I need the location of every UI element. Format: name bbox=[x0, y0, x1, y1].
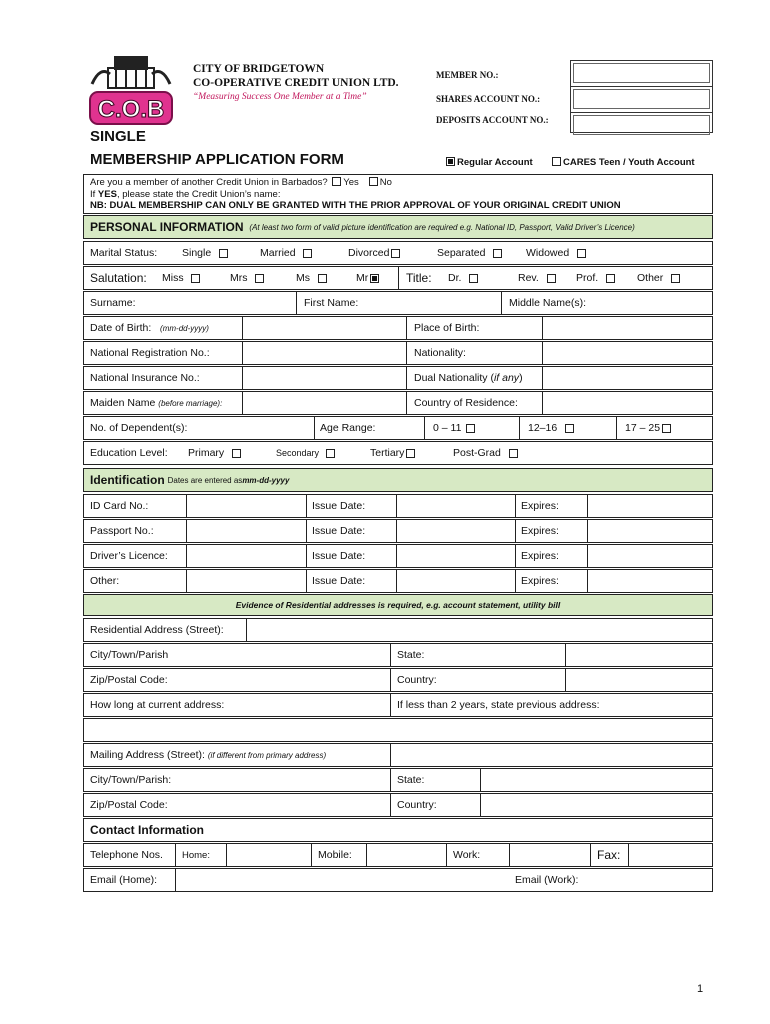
other-title-checkbox[interactable] bbox=[671, 274, 680, 283]
education-label: Education Level: bbox=[90, 447, 168, 459]
state-label: State: bbox=[397, 649, 425, 661]
mrs-label: Mrs bbox=[230, 272, 248, 284]
age-17-25-label: 17 – 25 bbox=[625, 422, 661, 434]
age-17-25-checkbox[interactable] bbox=[662, 424, 671, 433]
postgrad-checkbox[interactable] bbox=[509, 449, 518, 458]
form-title-line2: MEMBERSHIP APPLICATION FORM bbox=[90, 151, 344, 168]
marital-separated-option[interactable] bbox=[431, 242, 504, 264]
age-0-11-option[interactable] bbox=[427, 417, 477, 439]
age-range-label: Age Range: bbox=[320, 422, 376, 434]
org-name-line2: CO-OPERATIVE CREDIT UNION LTD. bbox=[193, 77, 399, 89]
secondary-checkbox[interactable] bbox=[326, 449, 335, 458]
drivers-licence-row bbox=[83, 544, 713, 568]
salutation-mr-option[interactable] bbox=[350, 267, 381, 289]
tagline: “Measuring Success One Member at a Time” bbox=[193, 92, 367, 102]
dob-format-hint: (mm-dd-yyyy) bbox=[160, 323, 209, 333]
form-title-line1: SINGLE bbox=[90, 128, 146, 145]
cares-account-checkbox[interactable] bbox=[552, 157, 561, 166]
mailing-zip-row bbox=[83, 793, 713, 817]
account-numbers-box bbox=[570, 60, 713, 133]
single-label: Single bbox=[182, 247, 212, 259]
passport-row bbox=[83, 519, 713, 543]
first-name-label: First Name: bbox=[304, 297, 359, 309]
ms-checkbox[interactable] bbox=[318, 274, 327, 283]
salutation-row bbox=[83, 266, 713, 290]
zip-row bbox=[83, 668, 713, 692]
age-12-16-label: 12–16 bbox=[528, 422, 558, 434]
work-phone-label: Work: bbox=[453, 849, 481, 861]
passport-label: Passport No.: bbox=[90, 525, 154, 537]
page-number: 1 bbox=[697, 983, 704, 995]
place-of-birth-label: Place of Birth: bbox=[414, 322, 480, 334]
other-id-expires-label: Expires: bbox=[521, 575, 559, 587]
widowed-checkbox[interactable] bbox=[577, 249, 586, 258]
deposits-account-label: DEPOSITS ACCOUNT NO.: bbox=[436, 115, 549, 125]
drivers-licence-label: Driver’s Licence: bbox=[90, 550, 168, 562]
personal-info-note: (At least two form of valid picture identification are required e.g. National ID, Passport, Valid Driver’s Licence) bbox=[249, 222, 635, 232]
age-12-16-option[interactable] bbox=[522, 417, 576, 439]
drivers-issue-date-label: Issue Date: bbox=[312, 550, 366, 562]
dr-label: Dr. bbox=[448, 272, 462, 284]
widowed-label: Widowed bbox=[526, 247, 570, 259]
email-row bbox=[83, 868, 713, 892]
salutation-label: Salutation: bbox=[90, 271, 147, 285]
cu-name-prompt: , please state the Credit Union’s name: bbox=[116, 188, 281, 200]
tertiary-checkbox[interactable] bbox=[406, 449, 415, 458]
title-other-option[interactable] bbox=[631, 267, 682, 289]
country-label: Country: bbox=[397, 674, 437, 686]
previous-address-label: If less than 2 years, state previous address: bbox=[397, 699, 600, 711]
contact-heading: Contact Information bbox=[90, 823, 204, 837]
mailing-city-row bbox=[83, 768, 713, 792]
mailing-zip-label: Zip/Postal Code: bbox=[90, 799, 168, 811]
org-name-line1: CITY OF BRIDGETOWN bbox=[193, 63, 325, 75]
national-reg-field[interactable] bbox=[243, 342, 406, 364]
yes-label: Yes bbox=[343, 177, 359, 188]
rev-label: Rev. bbox=[518, 272, 539, 284]
maiden-name-row bbox=[83, 391, 713, 415]
separated-label: Separated bbox=[437, 247, 486, 259]
regular-account-checkbox[interactable] bbox=[446, 157, 455, 166]
evidence-note-bar bbox=[83, 594, 713, 616]
shares-account-field[interactable] bbox=[573, 89, 710, 109]
secondary-label: Secondary bbox=[276, 448, 320, 458]
deposits-account-field[interactable] bbox=[573, 115, 710, 135]
other-credit-union-question bbox=[83, 174, 713, 214]
salutation-miss-option[interactable] bbox=[156, 267, 202, 289]
member-no-field[interactable] bbox=[573, 63, 710, 83]
if-yes-prefix: If bbox=[90, 188, 98, 200]
other-id-label: Other: bbox=[90, 575, 120, 587]
passport-issue-date-label: Issue Date: bbox=[312, 525, 366, 537]
how-long-label: How long at current address: bbox=[90, 699, 225, 711]
primary-checkbox[interactable] bbox=[232, 449, 241, 458]
mobile-phone-label: Mobile: bbox=[318, 849, 352, 861]
single-checkbox[interactable] bbox=[219, 249, 228, 258]
national-reg-row bbox=[83, 341, 713, 365]
mailing-address-label: Mailing Address (Street): bbox=[90, 749, 205, 761]
maiden-name-field[interactable] bbox=[243, 392, 406, 414]
how-long-row bbox=[83, 693, 713, 717]
dual-membership-note: NB: DUAL MEMBERSHIP CAN ONLY BE GRANTED WITH THE PRIOR APPROVAL OF YOUR ORIGINAL CREDIT UNION bbox=[90, 200, 621, 211]
divorced-checkbox[interactable] bbox=[391, 249, 400, 258]
shares-account-label: SHARES ACCOUNT NO.: bbox=[436, 94, 541, 104]
member-no-label: MEMBER NO.: bbox=[436, 70, 499, 80]
mr-checkbox[interactable] bbox=[370, 274, 379, 283]
miss-checkbox[interactable] bbox=[191, 274, 200, 283]
marital-married-option[interactable] bbox=[254, 242, 314, 264]
age-12-16-checkbox[interactable] bbox=[565, 424, 574, 433]
primary-label: Primary bbox=[188, 447, 225, 459]
ms-label: Ms bbox=[296, 272, 310, 284]
other-id-row bbox=[83, 569, 713, 593]
divorced-label: Divorced bbox=[348, 247, 390, 259]
yes-emphasis: YES bbox=[97, 188, 117, 200]
title-dr-option[interactable] bbox=[442, 267, 480, 289]
cares-account-option[interactable] bbox=[550, 157, 695, 168]
no-label: No bbox=[379, 177, 392, 188]
other-cu-yes-checkbox[interactable] bbox=[332, 177, 341, 186]
title-prof-option[interactable] bbox=[570, 267, 617, 289]
mr-label: Mr bbox=[356, 272, 369, 284]
zip-label: Zip/Postal Code: bbox=[90, 674, 168, 686]
identification-heading: Identification bbox=[90, 473, 165, 487]
email-work-label: Email (Work): bbox=[515, 874, 579, 886]
dr-checkbox[interactable] bbox=[469, 274, 478, 283]
nationality-label: Nationality: bbox=[414, 347, 466, 359]
telephone-label: Telephone Nos. bbox=[90, 849, 163, 861]
national-ins-field[interactable] bbox=[243, 367, 406, 389]
id-card-expires-label: Expires: bbox=[521, 500, 559, 512]
fax-label: Fax: bbox=[597, 848, 621, 862]
miss-label: Miss bbox=[162, 272, 184, 284]
marital-status-row bbox=[83, 241, 713, 265]
salutation-mrs-option[interactable] bbox=[224, 267, 266, 289]
title-rev-option[interactable] bbox=[512, 267, 558, 289]
names-row bbox=[83, 291, 713, 315]
maiden-name-label: Maiden Name bbox=[90, 397, 156, 409]
surname-label: Surname: bbox=[90, 297, 136, 309]
if-any-hint: if any bbox=[493, 372, 520, 384]
edu-primary-option[interactable] bbox=[182, 442, 243, 464]
other-id-issue-date-label: Issue Date: bbox=[312, 575, 366, 587]
country-residence-label: Country of Residence: bbox=[414, 397, 518, 409]
age-17-25-option[interactable] bbox=[619, 417, 673, 439]
evidence-note: Evidence of Residential addresses is required, e.g. account statement, utility bill bbox=[235, 600, 561, 610]
marital-single-option[interactable] bbox=[176, 242, 230, 264]
regular-account-option[interactable] bbox=[444, 157, 533, 168]
marital-status-label: Marital Status: bbox=[90, 247, 158, 259]
identification-note: Dates are entered as bbox=[167, 475, 243, 485]
mailing-state-label: State: bbox=[397, 774, 425, 786]
age-0-11-checkbox[interactable] bbox=[466, 424, 475, 433]
national-ins-row bbox=[83, 366, 713, 390]
prof-checkbox[interactable] bbox=[606, 274, 615, 283]
residential-address-row bbox=[83, 618, 713, 642]
identification-section-header bbox=[83, 468, 713, 492]
age-0-11-label: 0 – 11 bbox=[433, 422, 462, 434]
education-row bbox=[83, 441, 713, 465]
dual-nationality-close: ) bbox=[519, 372, 523, 384]
passport-expires-label: Expires: bbox=[521, 525, 559, 537]
email-home-label: Email (Home): bbox=[90, 874, 158, 886]
dob-field[interactable] bbox=[243, 317, 406, 339]
national-reg-label: National Registration No.: bbox=[90, 347, 210, 359]
mrs-checkbox[interactable] bbox=[255, 274, 264, 283]
logo-text: C.O.B bbox=[97, 96, 165, 123]
separated-checkbox[interactable] bbox=[493, 249, 502, 258]
date-format-emphasis: mm-dd-yyyy bbox=[242, 475, 290, 485]
telephone-row bbox=[83, 843, 713, 867]
mailing-address-row bbox=[83, 743, 713, 767]
tertiary-label: Tertiary bbox=[370, 447, 405, 459]
title-label: Title: bbox=[406, 271, 432, 285]
before-marriage-hint: (before marriage): bbox=[158, 398, 223, 408]
dual-nationality-label: Dual Nationality ( bbox=[414, 372, 494, 384]
personal-info-heading: PERSONAL INFORMATION bbox=[90, 220, 244, 234]
rev-checkbox[interactable] bbox=[547, 274, 556, 283]
id-card-row bbox=[83, 494, 713, 518]
dob-label: Date of Birth: bbox=[90, 322, 152, 334]
dependents-row bbox=[83, 416, 713, 440]
other-cu-question-text: Are you a member of another Credit Union in Barbados? bbox=[90, 177, 328, 188]
dependents-label: No. of Dependent(s): bbox=[90, 422, 188, 434]
marital-divorced-option[interactable] bbox=[342, 242, 402, 264]
married-checkbox[interactable] bbox=[303, 249, 312, 258]
id-card-issue-date-label: Issue Date: bbox=[312, 500, 366, 512]
credit-union-logo bbox=[86, 54, 176, 126]
city-label: City/Town/Parish bbox=[90, 649, 169, 661]
personal-info-section-header bbox=[83, 215, 713, 239]
edu-tertiary-option[interactable] bbox=[364, 442, 417, 464]
mailing-address-note: (if different from primary address) bbox=[207, 750, 327, 760]
postgrad-label: Post-Grad bbox=[453, 447, 501, 459]
home-phone-label: Home: bbox=[182, 849, 210, 861]
edu-postgrad-option[interactable] bbox=[447, 442, 520, 464]
married-label: Married bbox=[260, 247, 296, 259]
other-title-label: Other bbox=[637, 272, 664, 284]
regular-account-label: Regular Account bbox=[457, 157, 533, 168]
edu-secondary-option[interactable] bbox=[270, 442, 337, 464]
cares-account-label: CARES Teen / Youth Account bbox=[563, 157, 695, 168]
contact-section-header bbox=[83, 818, 713, 842]
salutation-ms-option[interactable] bbox=[290, 267, 329, 289]
mailing-city-label: City/Town/Parish: bbox=[90, 774, 172, 786]
middle-names-label: Middle Name(s): bbox=[509, 297, 587, 309]
prof-label: Prof. bbox=[576, 272, 599, 284]
mailing-country-label: Country: bbox=[397, 799, 437, 811]
city-row bbox=[83, 643, 713, 667]
drivers-expires-label: Expires: bbox=[521, 550, 559, 562]
previous-address-field[interactable] bbox=[83, 718, 713, 742]
other-cu-no-checkbox[interactable] bbox=[369, 177, 378, 186]
residential-address-label: Residential Address (Street): bbox=[90, 624, 224, 636]
id-card-label: ID Card No.: bbox=[90, 500, 149, 512]
dob-row bbox=[83, 316, 713, 340]
marital-widowed-option[interactable] bbox=[520, 242, 588, 264]
national-ins-label: National Insurance No.: bbox=[90, 372, 200, 384]
